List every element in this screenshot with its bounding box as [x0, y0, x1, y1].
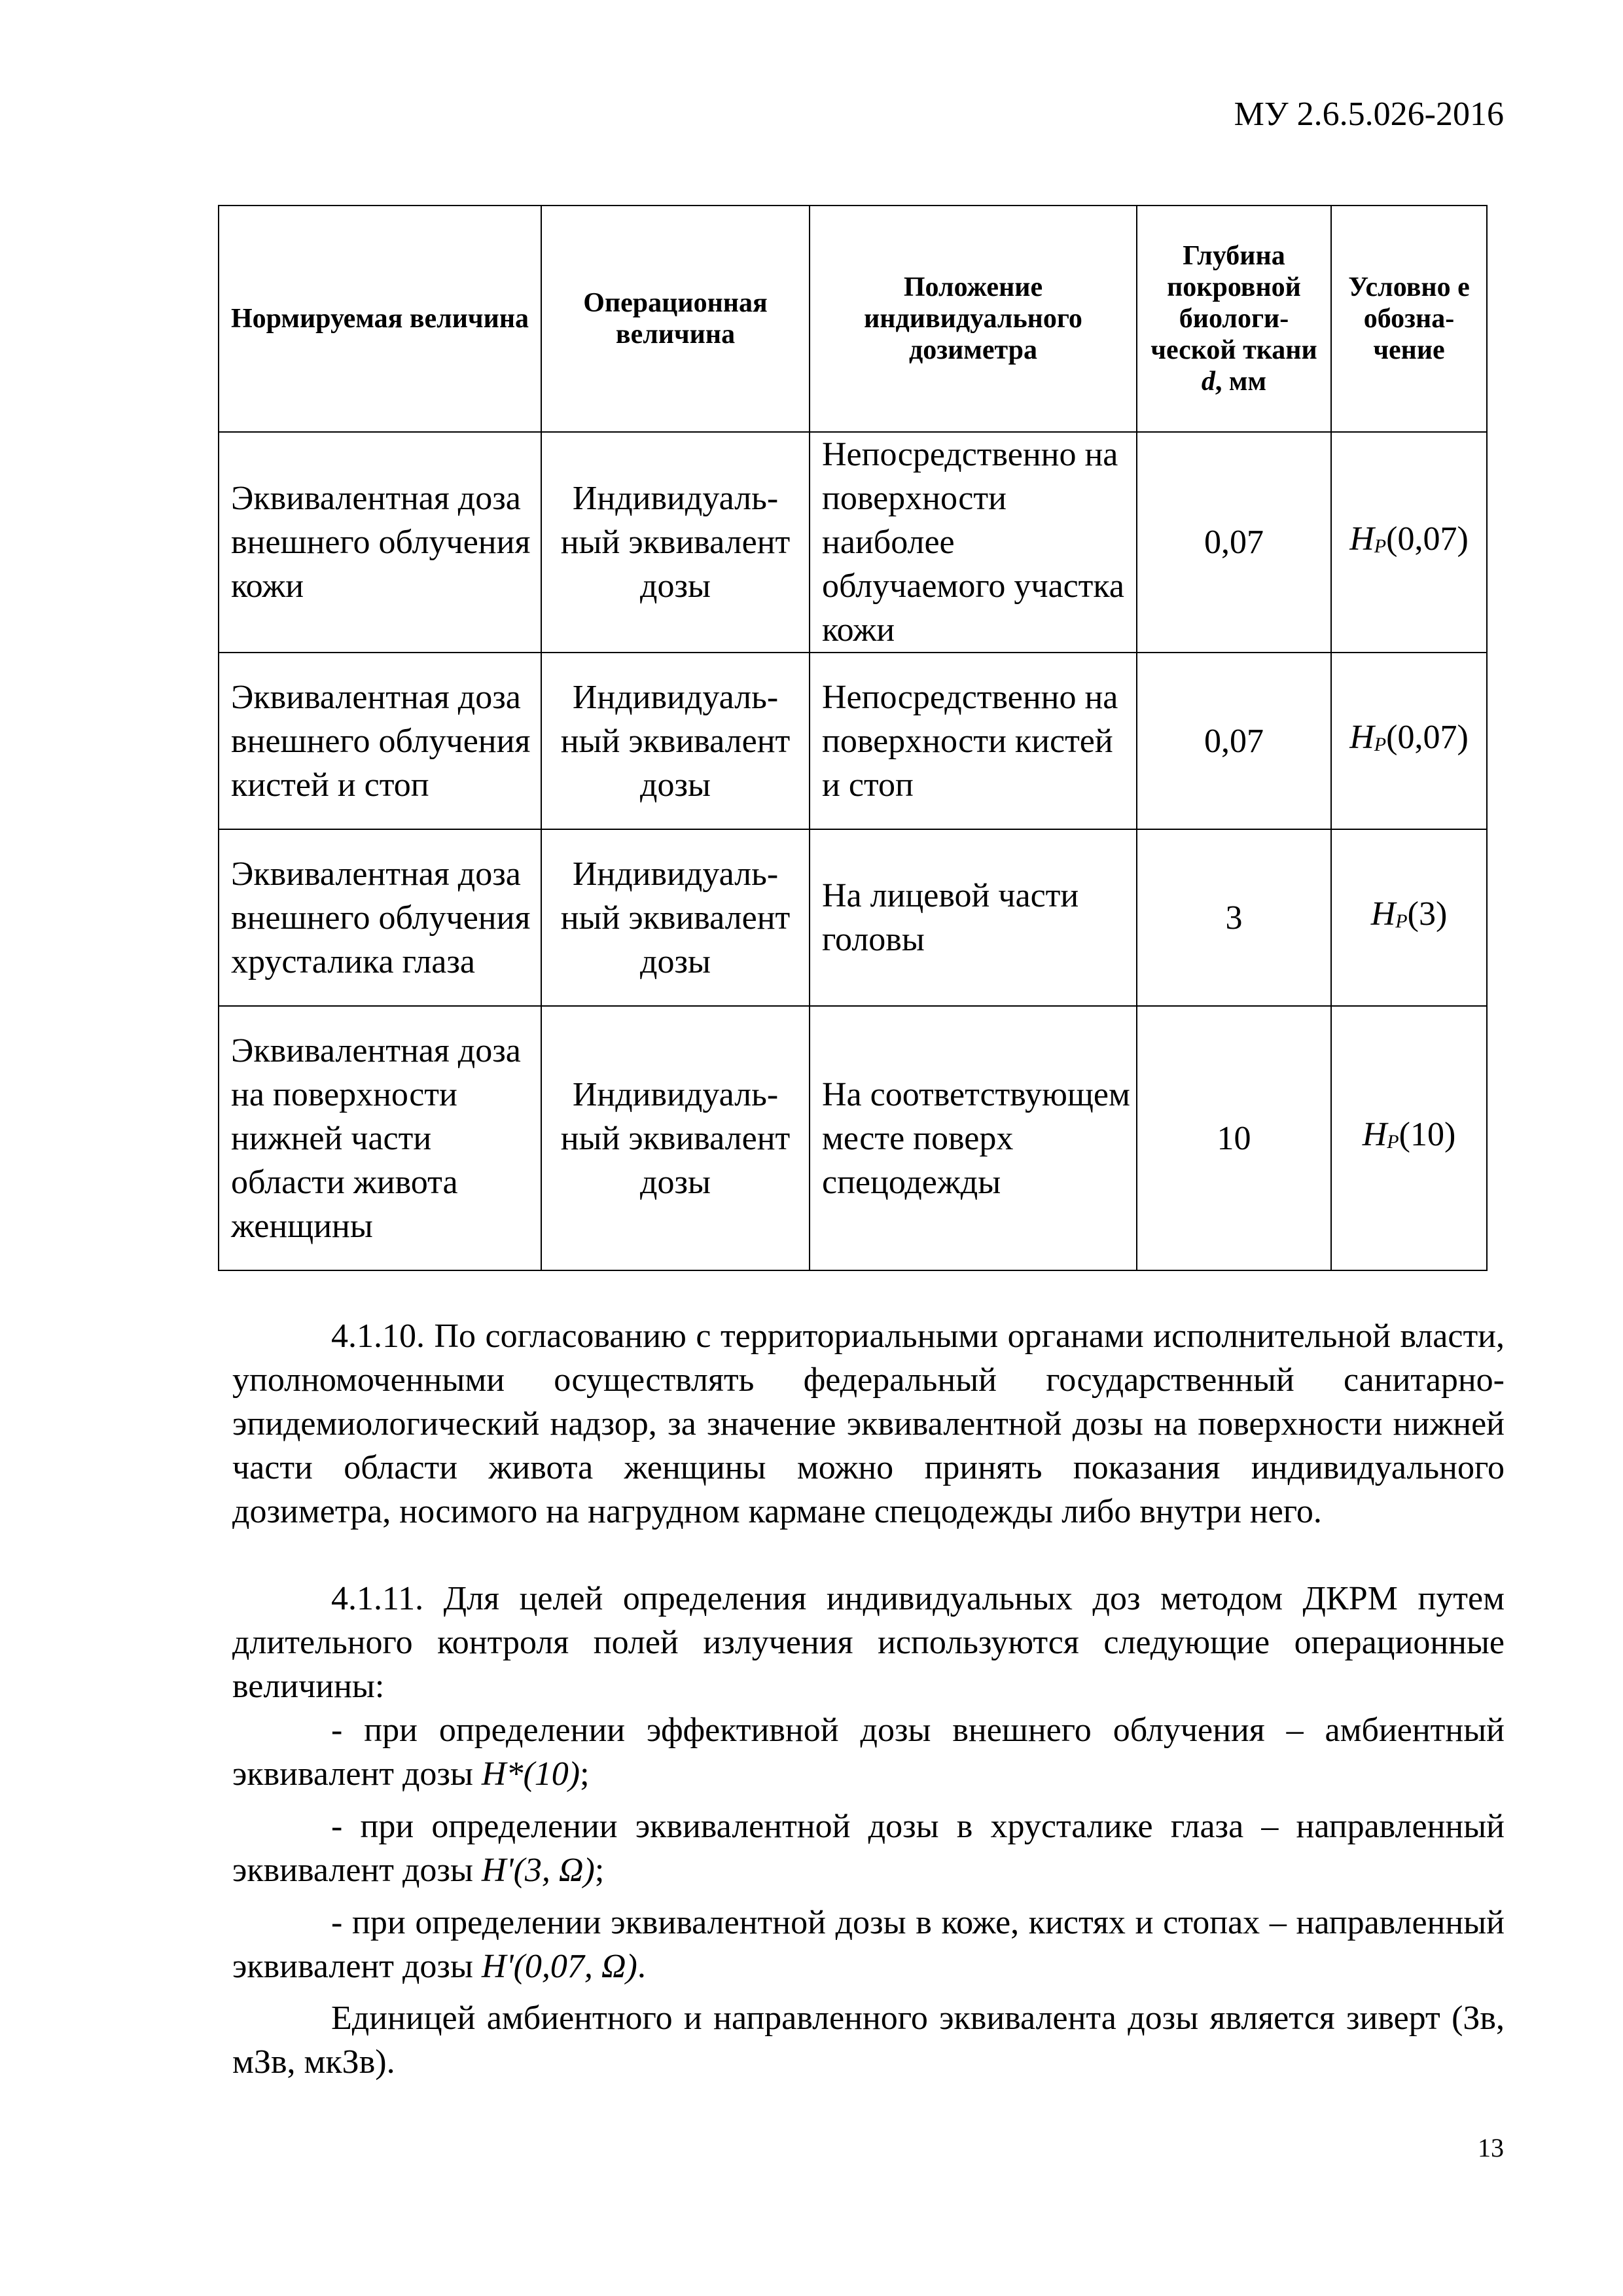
table-header-row	[219, 206, 1487, 432]
document-code: МУ 2.6.5.026-2016	[1234, 96, 1504, 133]
table-row	[219, 1006, 1487, 1270]
cell-operational-quantity: Индивидуаль-ный эквивалент дозы	[541, 829, 810, 1006]
header-depth-unit: , мм	[1215, 367, 1267, 397]
cell-designation: $H_P(0,07)$	[1331, 653, 1487, 829]
table-row	[219, 432, 1487, 653]
cell-tissue-depth: 0,07	[1137, 653, 1331, 829]
list-item-effective-dose: - при определении эффективной дозы внешнего облучения – амбиентный эквивалент дозы H*(10);	[232, 1712, 1505, 1793]
dose-quantities-table	[218, 205, 1488, 1271]
header-operational-quantity: Операционная величина	[541, 206, 810, 432]
paragraph-4-1-10: 4.1.10. По согласованию с территориальными органами исполнительной власти, уполномоченными осуществлять федеральный государственный санитарно-эпидемиологический надзор, за значение эквивалентной дозы на поверхности нижней части области живота женщины можно принять показания индивидуального дозиметра, носимого на нагрудном кармане спецодежды либо внутри него.	[232, 1318, 1505, 1530]
cell-normalized-quantity: Эквивалентная доза на поверхности нижней части области живота женщины	[219, 1006, 541, 1270]
cell-dosimeter-position: На лицевой части головы	[810, 829, 1137, 1006]
table-row	[219, 653, 1487, 829]
cell-tissue-depth: 3	[1137, 829, 1331, 1006]
cell-operational-quantity: Индивидуаль-ный эквивалент дозы	[541, 1006, 810, 1270]
paragraph-units: Единицей амбиентного и направленного эквивалента дозы является зиверт (Зв, мЗв, мкЗв).	[232, 2000, 1505, 2081]
cell-normalized-quantity: Эквивалентная доза внешнего облучения кистей и стоп	[219, 653, 541, 829]
cell-tissue-depth: 0,07	[1137, 432, 1331, 653]
cell-designation: $H_P(0,07)$	[1331, 432, 1487, 653]
table-row	[219, 829, 1487, 1006]
header-depth-symbol: d	[1201, 367, 1215, 397]
formula-directional-equivalent-lens: H'(3, Ω)	[481, 1852, 595, 1889]
cell-dosimeter-position: Непосредственно на поверхности наиболее облучаемого участка кожи	[810, 432, 1137, 653]
header-normalized-quantity: Нормируемая величина	[219, 206, 541, 432]
cell-dosimeter-position: Непосредственно на поверхности кистей и стоп	[810, 653, 1137, 829]
cell-designation: $H_P(3)$	[1331, 829, 1487, 1006]
cell-operational-quantity: Индивидуаль-ный эквивалент дозы	[541, 653, 810, 829]
cell-normalized-quantity: Эквивалентная доза внешнего облучения хрусталика глаза	[219, 829, 541, 1006]
header-dosimeter-position: Положение индивидуального дозиметра	[810, 206, 1137, 432]
header-depth-label: Глубина покровной биологи-ческой ткани	[1150, 241, 1317, 365]
list-item-skin-dose: - при определении эквивалентной дозы в коже, кистях и стопах – направленный эквивалент дозы H'(0,07, Ω).	[232, 1904, 1505, 1985]
cell-designation: $H_P(10)$	[1331, 1006, 1487, 1270]
cell-normalized-quantity: Эквивалентная доза внешнего облучения кожи	[219, 432, 541, 653]
list-item-lens-dose: - при определении эквивалентной дозы в хрусталике глаза – направленный эквивалент дозы H'(3, Ω);	[232, 1808, 1505, 1889]
page-number: 13	[1478, 2133, 1504, 2162]
cell-tissue-depth: 10	[1137, 1006, 1331, 1270]
formula-ambient-equivalent: H*(10)	[481, 1755, 580, 1793]
cell-operational-quantity: Индивидуаль-ный эквивалент дозы	[541, 432, 810, 653]
paragraph-4-1-11: 4.1.11. Для целей определения индивидуальных доз методом ДКРМ путем длительного контроля полей излучения используются следующие операционные величины:	[232, 1580, 1505, 1705]
formula-directional-equivalent-skin: H'(0,07, Ω)	[481, 1948, 637, 1985]
header-tissue-depth	[1137, 206, 1331, 432]
header-designation: Условно е обозна-чение	[1331, 206, 1487, 432]
cell-dosimeter-position: На соответствующем месте поверх спецодежды	[810, 1006, 1137, 1270]
